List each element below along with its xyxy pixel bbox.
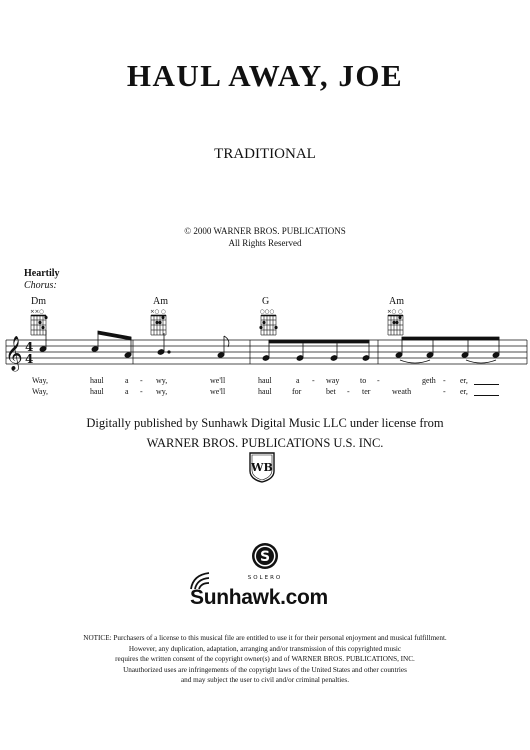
notice-line: However, any duplication, adaptation, arranging and/or transmission of this copyrighted music [128,644,402,653]
beam [269,340,369,343]
lyric-syllable: way [326,376,340,385]
lyric-syllable: haul [258,376,272,385]
lyric-syllable: ter [362,387,371,396]
chord-symbol: G [262,296,270,307]
notice-line: NOTICE: Purchasers of a license to this musical file are entitled to use it for their personal enjoyment and musical fulfillment. [83,634,447,642]
chord-symbol: Am [389,296,404,307]
song-title: HAUL AWAY, JOE [126,58,404,93]
lyric-syllable: we'll [210,387,226,396]
slur [466,360,496,363]
chord-symbol: Dm [31,296,46,307]
lyric-syllable: wy, [156,376,168,385]
lyric-hyphen: - [140,376,143,385]
tempo-marking: Heartily [24,268,60,279]
composer-credit: TRADITIONAL [214,146,316,162]
lyric-syllable: weath [392,387,412,396]
lyric-syllable: we'll [210,376,226,385]
lyric-syllable: wy, [156,387,168,396]
legal-notice [0,633,530,686]
chord-diagram-am [151,315,166,335]
lyric-syllable: a [296,376,300,385]
notice-line: requires the written consent of the copyright owner(s) and of WARNER BROS. PUBLICATIONS, INC. [115,655,415,664]
beam [402,337,499,340]
chord-fingering-marks: ××○ [30,309,45,315]
lyric-hyphen: - [443,387,446,396]
solero-logo [235,540,295,582]
treble-clef-icon: 𝄞 [5,336,23,371]
lyric-syllable: haul [258,387,272,396]
publisher-block [0,413,530,453]
lyric-hyphen: - [312,376,315,385]
lyric-syllable: geth [422,376,436,385]
notice-line: Unauthorized uses are infringements of the copyright laws of the United States and other countries [123,665,407,674]
copyright-line: © 2000 WARNER BROS. PUBLICATIONS [184,226,346,236]
chord-fingering-marks: ×○ ○ [387,309,403,315]
lyric-syllable: haul [90,376,104,385]
dot [168,351,170,353]
lyric-syllable: Way, [32,387,48,396]
notice-line: and may subject the user to civil and/or criminal penalties. [180,676,350,685]
beam [98,331,131,340]
time-signature-top: 4 [25,340,34,354]
sunhawk-wordmark: Sunhawk.com [190,586,328,609]
lyric-hyphen: - [377,376,380,385]
lyric-syllable: er, [460,387,468,396]
lyric-syllable: for [292,387,302,396]
lyric-extender [474,395,499,396]
lyric-syllable: to [360,376,367,385]
lyric-hyphen: - [347,387,350,396]
lyric-hyphen: - [443,376,446,385]
chord-diagram-g [260,315,278,335]
solero-wordmark: SOLERO [247,575,283,581]
time-signature-bottom: 4 [25,352,34,366]
flag [224,336,229,347]
publisher-line: WARNER BROS. PUBLICATIONS U.S. INC. [146,436,384,450]
lyric-syllable: haul [90,387,104,396]
rights-reserved-line: All Rights Reserved [228,238,302,248]
lyric-extender [474,384,499,385]
lyric-syllable: bet [326,387,336,396]
lyric-syllable: a [125,376,129,385]
music-notation [0,300,530,385]
chord-diagram-am [388,315,403,335]
copyright-block [0,225,530,249]
section-marking: Chorus: [24,280,57,291]
chord-symbol: Am [153,296,168,307]
lyric-syllable: Way, [32,376,48,385]
chord-fingering-marks: ○○○ [260,309,275,315]
chord-fingering-marks: ×○ ○ [150,309,166,315]
lyric-hyphen: - [140,387,143,396]
wb-logo-text: WB [251,461,273,474]
slur [400,360,430,363]
solero-letter: S [259,549,271,565]
wb-shield-logo [248,451,276,483]
lyric-syllable: a [125,387,129,396]
publisher-line: Digitally published by Sunhawk Digital Music LLC under license from [86,416,444,430]
lyric-syllable: er, [460,376,468,385]
chord-diagram-dm [31,315,47,335]
